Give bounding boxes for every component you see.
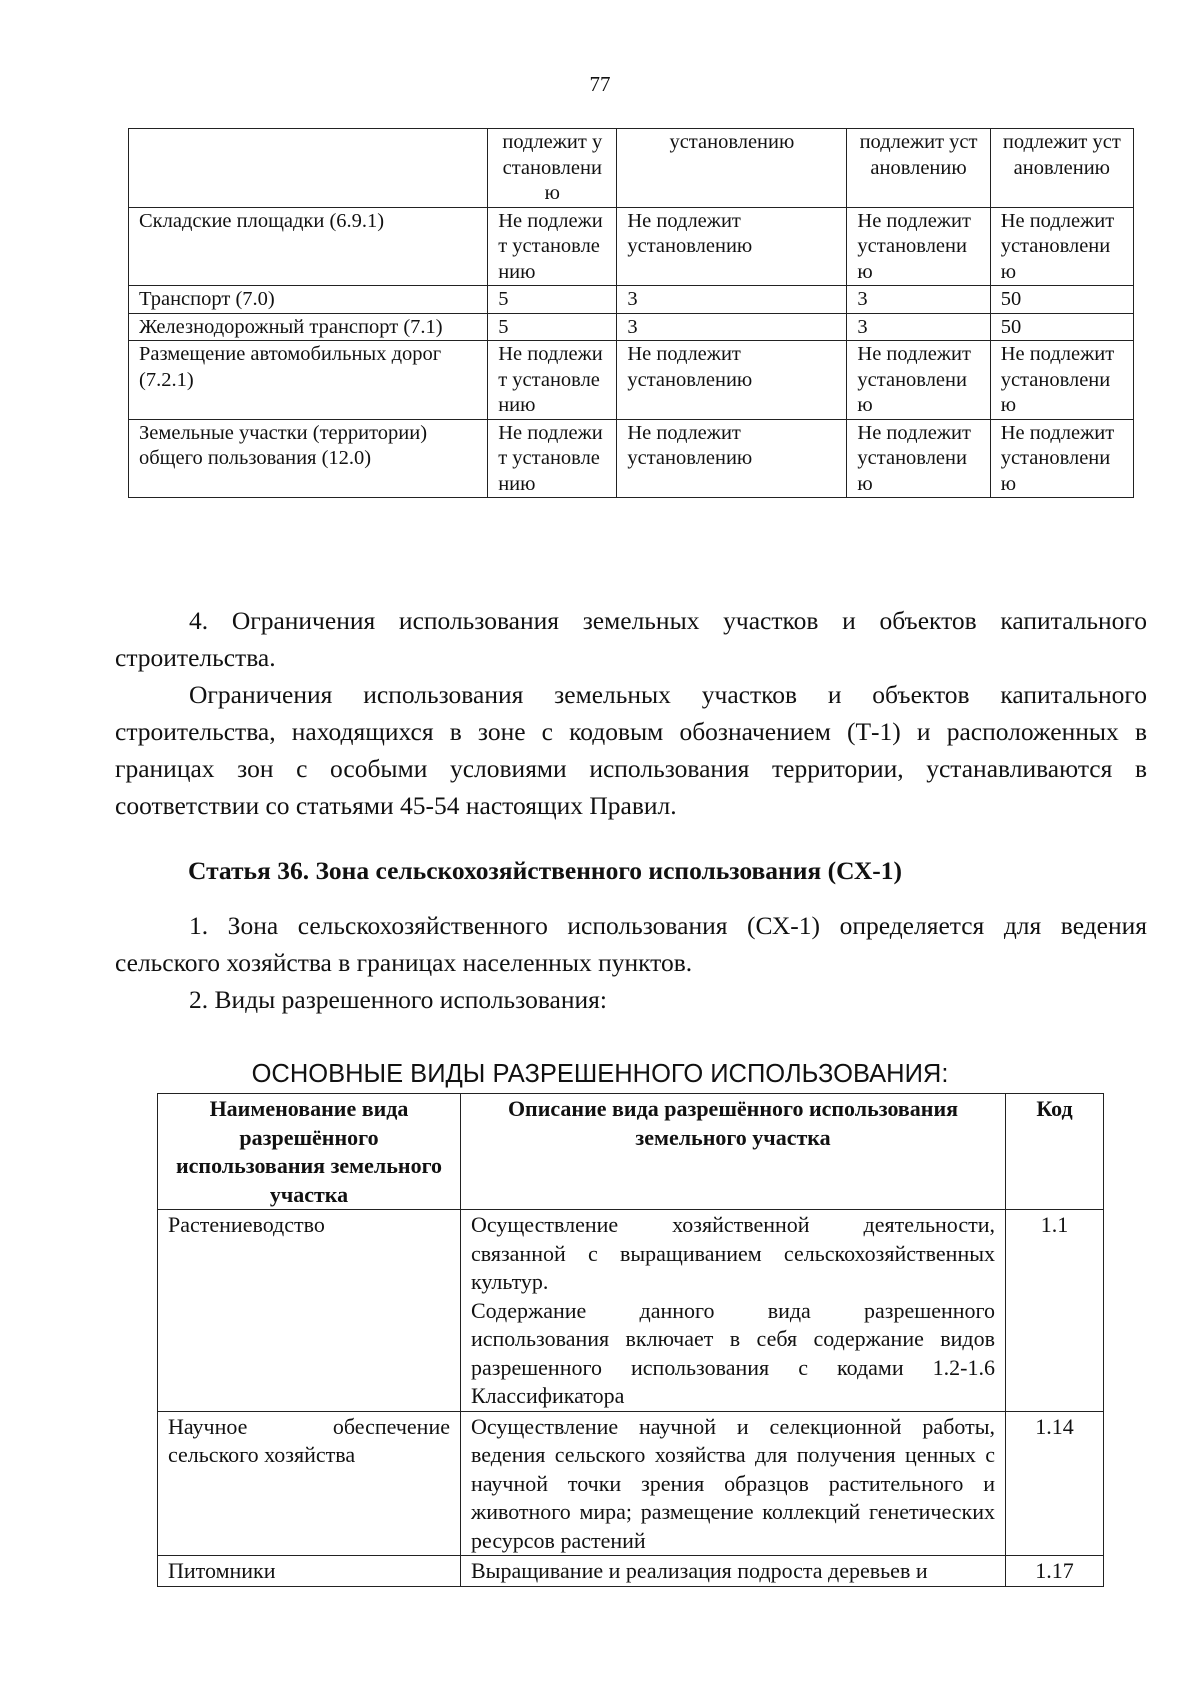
table-cell: Не подлежит установлению [990,207,1133,286]
description-paragraph: Осуществление хозяйственной деятельности, связанной с выращиванием сельскохозяйственных культур. [471,1212,995,1294]
use-description [461,1210,1006,1412]
column-header-name: Наименование вида разрешённого использования земельного участка [158,1094,461,1210]
section4-paragraph-2: Ограничения использования земельных участков и объектов капитального строительства, находящихся в зоне с кодовым обозначением (Т-1) и расположенных в границах зон с особыми условиями использования территории, устанавливаются в соответствии со статьями 45-54 настоящих Правил. [115,680,1147,820]
table-row [129,341,1134,420]
table-row [129,286,1134,314]
table-cell: Не подлежит установлению [847,341,990,420]
description-paragraph: Выращивание и реализация подроста деревьев и [471,1558,928,1583]
table-cell: Не подлежит установлению [488,341,617,420]
use-name: Растениеводство [158,1210,461,1412]
table-row [158,1411,1104,1556]
article36-paragraph-1: 1. Зона сельскохозяйственного использования (СХ-1) определяется для ведения сельского хозяйства в границах населенных пунктов. [115,911,1147,977]
table-cell: Железнодорожный транспорт (7.1) [129,313,488,341]
table-row [158,1210,1104,1412]
section4-paragraph-1: 4. Ограничения использования земельных участков и объектов капитального строительства. [115,606,1147,672]
table-row [129,129,1134,208]
table-cell: 3 [617,286,847,314]
table-cell: Размещение автомобильных дорог (7.2.1) [129,341,488,420]
table-cell: установлению [617,129,847,208]
table-cell [129,129,488,208]
table-row [129,419,1134,498]
table-caption: ОСНОВНЫЕ ВИДЫ РАЗРЕШЕННОГО ИСПОЛЬЗОВАНИЯ: [251,1060,949,1088]
table-cell: подлежит установлению [990,129,1133,208]
table-cell: 50 [990,313,1133,341]
page-number: 77 [589,72,611,96]
description-paragraph: Осуществление научной и селекционной работы, ведения сельского хозяйства для получения ценных с научной точки зрения образцов растительного и животного мира; размещение коллекций генетических ресурсов растений [471,1413,995,1553]
use-description [461,1411,1006,1556]
table-cell: 3 [847,313,990,341]
description-paragraph: Содержание данного вида разрешенного использования включает в себя содержание видов разрешенного использования с кодами 1.2-1.6 Классификатора [471,1297,995,1408]
article-36-heading: Статья 36. Зона сельскохозяйственного использования (СХ-1) [188,856,902,885]
table-cell: 3 [847,286,990,314]
use-description [461,1556,1006,1587]
table-cell: подлежит установлению [847,129,990,208]
table-cell: Земельные участки (территории) общего пользования (12.0) [129,419,488,498]
table-row [129,313,1134,341]
use-code: 1.1 [1006,1210,1104,1412]
table-cell: Не подлежит установлению [990,419,1133,498]
table-cell: Не подлежит установлению [488,207,617,286]
permitted-uses-table [157,1093,1104,1587]
table-cell: Не подлежит установлению [617,341,847,420]
use-code: 1.17 [1006,1556,1104,1587]
table-cell: подлежит установлению [488,129,617,208]
column-header-code: Код [1006,1094,1104,1210]
table-cell: 3 [617,313,847,341]
table-cell: Не подлежит установлению [617,207,847,286]
column-header-description: Описание вида разрешённого использования земельного участка [461,1094,1006,1210]
table-cell: 5 [488,286,617,314]
article36-paragraph-2: 2. Виды разрешенного использования: [189,985,607,1014]
table-cell: Не подлежит установлению [990,341,1133,420]
table-header-row [158,1094,1104,1210]
table-cell: 5 [488,313,617,341]
table-cell: Складские площадки (6.9.1) [129,207,488,286]
table-cell: Не подлежит установлению [617,419,847,498]
table-row [129,207,1134,286]
table-row [158,1556,1104,1587]
use-name: Питомники [158,1556,461,1587]
table-cell: Не подлежит установлению [847,207,990,286]
use-code: 1.14 [1006,1411,1104,1556]
table-cell: Не подлежит установлению [488,419,617,498]
zoning-parameters-table [128,128,1134,498]
table-cell: Не подлежит установлению [847,419,990,498]
table-cell: 50 [990,286,1133,314]
use-name: Научное обеспечение сельского хозяйства [158,1411,461,1556]
table-cell: Транспорт (7.0) [129,286,488,314]
